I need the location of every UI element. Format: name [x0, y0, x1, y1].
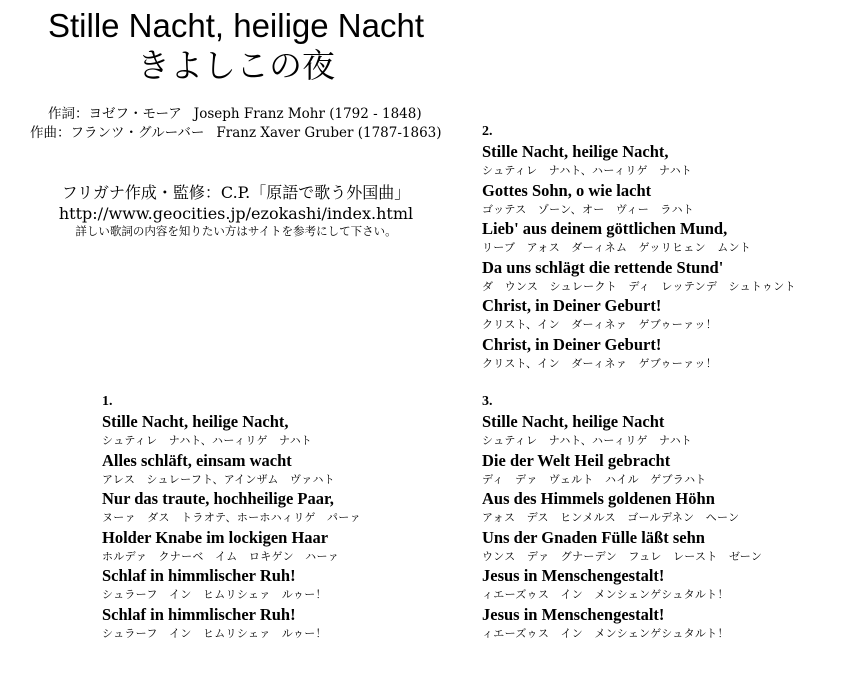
lyric-line: Gottes Sohn, o wie lacht: [482, 180, 652, 200]
lyrics-credit-ja: 作詞：ヨゼフ・モーア: [48, 106, 182, 122]
verse-number: 3.: [482, 394, 493, 409]
verse-number: 2.: [482, 124, 493, 139]
song-title-japanese: きよしこの夜: [137, 47, 335, 84]
kana-line: ダ ウンス シュレークト ディ レッテンデ シュトゥント: [482, 279, 796, 293]
music-credit-ja: 作曲：フランツ・グルーバー: [30, 125, 205, 141]
lyric-line: Lieb' aus deinem göttlichen Mund,: [482, 219, 728, 239]
lyric-line: Stille Nacht, heilige Nacht: [482, 412, 665, 431]
lyric-line: Aus des Himmels goldenen Höhn: [482, 489, 715, 509]
music-credit: [30, 123, 442, 143]
lyric-line: Da uns schlägt die rettende Stund': [482, 257, 724, 277]
lyric-line: Schlaf in himmlischer Ruh!: [102, 566, 296, 586]
kana-line: シュティレ ナハト、ハーィリゲ ナハト: [482, 164, 693, 177]
kana-line: クリスト、イン ダーィネァ ゲブゥーァッ！: [482, 356, 717, 370]
kana-line: クリスト、イン ダーィネァ ゲブゥーァッ！: [482, 318, 717, 332]
kana-line: リーブ アォス ダーィネム ゲッリヒェン ムント: [482, 241, 752, 255]
lyric-line: Holder Knabe im lockigen Haar: [102, 527, 329, 547]
kana-line: シュティレ ナハト、ハーィリゲ ナハト: [102, 434, 313, 447]
kana-line: ヌーァ ダス トラオテ、ホーホハィリゲ パーァ: [102, 511, 361, 525]
lyric-line: Alles schläft, einsam wacht: [102, 450, 292, 470]
kana-line: ホルデァ クナーベ イム ロキゲン ハーァ: [102, 549, 340, 563]
lyric-line: Nur das traute, hochheilige Paar,: [102, 489, 334, 509]
lyric-line: Christ, in Deiner Geburt!: [482, 296, 662, 316]
verse-2: [482, 124, 796, 374]
song-title: Stille Nacht, heilige Nacht: [47, 7, 425, 44]
verse-number: 1.: [102, 394, 113, 409]
verse-3: [482, 394, 762, 644]
lyric-line: Schlaf in himmlischer Ruh!: [102, 604, 296, 624]
kana-line: シュラーフ イン ヒムリシェァ ルゥー！: [102, 588, 327, 602]
music-credit-en: Franz Xaver Gruber (1787-1863): [216, 125, 442, 141]
lyric-line: Christ, in Deiner Geburt!: [482, 334, 662, 354]
kana-line: シュラーフ イン ヒムリシェァ ルゥー！: [102, 626, 327, 640]
kana-line: アォス デス ヒンメルス ゴールデネン ヘーン: [482, 511, 740, 525]
lyric-line: Uns der Gnaden Fülle läßt sehn: [482, 527, 705, 547]
source-url: http://www.geocities.jp/ezokashi/index.html: [58, 204, 414, 223]
kana-line: アレス シュレーフト、アインザム ヴァハト: [102, 472, 335, 486]
lyrics-credit-en: Joseph Franz Mohr (1792 - 1848): [193, 106, 422, 122]
kana-line: シュティレ ナハト、ハーィリゲ ナハト: [482, 434, 693, 447]
lyric-line: Die der Welt Heil gebracht: [482, 450, 671, 470]
kana-line: ィエーズゥス イン メンシェンゲシュタルト！: [482, 588, 729, 602]
verse-1: [102, 394, 361, 644]
lyric-line: Stille Nacht, heilige Nacht,: [482, 142, 669, 161]
kana-line: ウンス デァ グナーデン フュレ レースト ゼーン: [482, 549, 763, 563]
furigana-credit: フリガナ作成・監修：C.P.「原語で歌う外国曲」: [61, 183, 411, 202]
lyric-line: Jesus in Menschengestalt!: [482, 566, 665, 586]
reference-note: 詳しい歌詞の内容を知りたい方はサイトを参考にして下さい。: [75, 224, 397, 238]
kana-line: ディ デァ ヴェルト ハイル ゲブラハト: [482, 472, 707, 486]
kana-line: ゴッテス ゾーン、オー ヴィー ラハト: [482, 202, 695, 216]
lyric-line: Stille Nacht, heilige Nacht,: [102, 412, 289, 431]
lyric-line: Jesus in Menschengestalt!: [482, 604, 665, 624]
kana-line: ィエーズゥス イン メンシェンゲシュタルト！: [482, 626, 729, 640]
lyrics-credit: [48, 104, 422, 124]
